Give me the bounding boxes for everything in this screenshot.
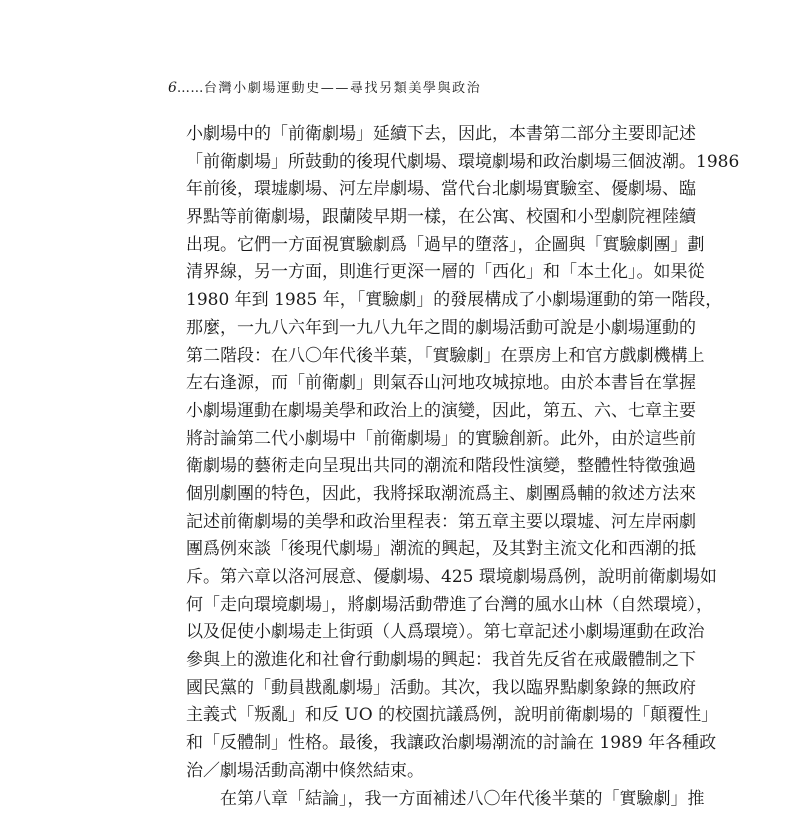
text-line: 參與上的激進化和社會行動劇場的興起：我首先反省在戒嚴體制之下 — [186, 647, 612, 675]
paragraph-first-line: 在第八章「結論」，我一方面補述八〇年代後半葉的「實驗劇」推 — [186, 786, 612, 813]
text-line: 第二階段：在八〇年代後半葉，「實驗劇」在票房上和官方戲劇機構上 — [186, 343, 612, 371]
text-line: 國民黨的「動員戡亂劇場」活動。其次，我以臨界點劇象錄的無政府 — [186, 675, 612, 703]
text-line: 年前後，環墟劇場、河左岸劇場、當代台北劇場實驗室、優劇場、臨 — [186, 176, 612, 204]
text-line: 清界線，另一方面，則進行更深一層的「西化」和「本土化」。如果從 — [186, 259, 612, 287]
text-line: 以及促使小劇場走上街頭（人爲環境）。第七章記述小劇場運動在政治 — [186, 619, 612, 647]
text-line: 界點等前衛劇場，跟蘭陵早期一樣，在公寓、校園和小型劇院裡陸續 — [186, 204, 612, 232]
text-line: 記述前衛劇場的美學和政治里程表：第五章主要以環墟、河左岸兩劇 — [186, 509, 612, 537]
text-line: 1980 年到 1985 年，「實驗劇」的發展構成了小劇場運動的第一階段， — [186, 287, 612, 315]
body-text — [186, 121, 612, 813]
text-line: 斥。第六章以洛河展意、優劇場、425 環境劇場爲例，說明前衛劇場如 — [186, 564, 612, 592]
text-line: 小劇場中的「前衛劇場」延續下去，因此，本書第二部分主要即記述 — [186, 121, 612, 149]
text-line: 何「走向環境劇場」，將劇場活動帶進了台灣的風水山林（自然環境）， — [186, 592, 612, 620]
header-leader-dots: …… — [177, 81, 204, 96]
paragraph-end-line: 治／劇場活動高潮中倏然結束。 — [186, 758, 612, 786]
text-line: 出現。它們一方面視實驗劇爲「過早的墮落」，企圖與「實驗劇團」劃 — [186, 232, 612, 260]
text-line: 主義式「叛亂」和反 UO 的校園抗議爲例，說明前衛劇場的「顛覆性」 — [186, 702, 612, 730]
text-line: 個別劇團的特色，因此，我將採取潮流爲主、劇團爲輔的敘述方法來 — [186, 481, 612, 509]
text-line: 和「反體制」性格。最後，我讓政治劇場潮流的討論在 1989 年各種政 — [186, 730, 612, 758]
text-line: 團爲例來談「後現代劇場」潮流的興起，及其對主流文化和西潮的抵 — [186, 536, 612, 564]
book-title: 台灣小劇場運動史——尋找另類美學與政治 — [204, 77, 481, 96]
text-line: 那麼，一九八六年到一九八九年之間的劇場活動可說是小劇場運動的 — [186, 315, 612, 343]
page-number: 6 — [168, 80, 177, 96]
text-line: 將討論第二代小劇場中「前衛劇場」的實驗創新。此外，由於這些前 — [186, 426, 612, 454]
text-line: 衛劇場的藝術走向呈現出共同的潮流和階段性演變，整體性特徵強過 — [186, 453, 612, 481]
text-line: 左右逢源，而「前衛劇」則氣吞山河地攻城掠地。由於本書旨在掌握 — [186, 370, 612, 398]
text-line: 小劇場運動在劇場美學和政治上的演變，因此，第五、六、七章主要 — [186, 398, 612, 426]
text-line: 「前衛劇場」所鼓動的後現代劇場、環境劇場和政治劇場三個波潮。1986 — [186, 149, 612, 177]
running-header — [168, 77, 481, 97]
